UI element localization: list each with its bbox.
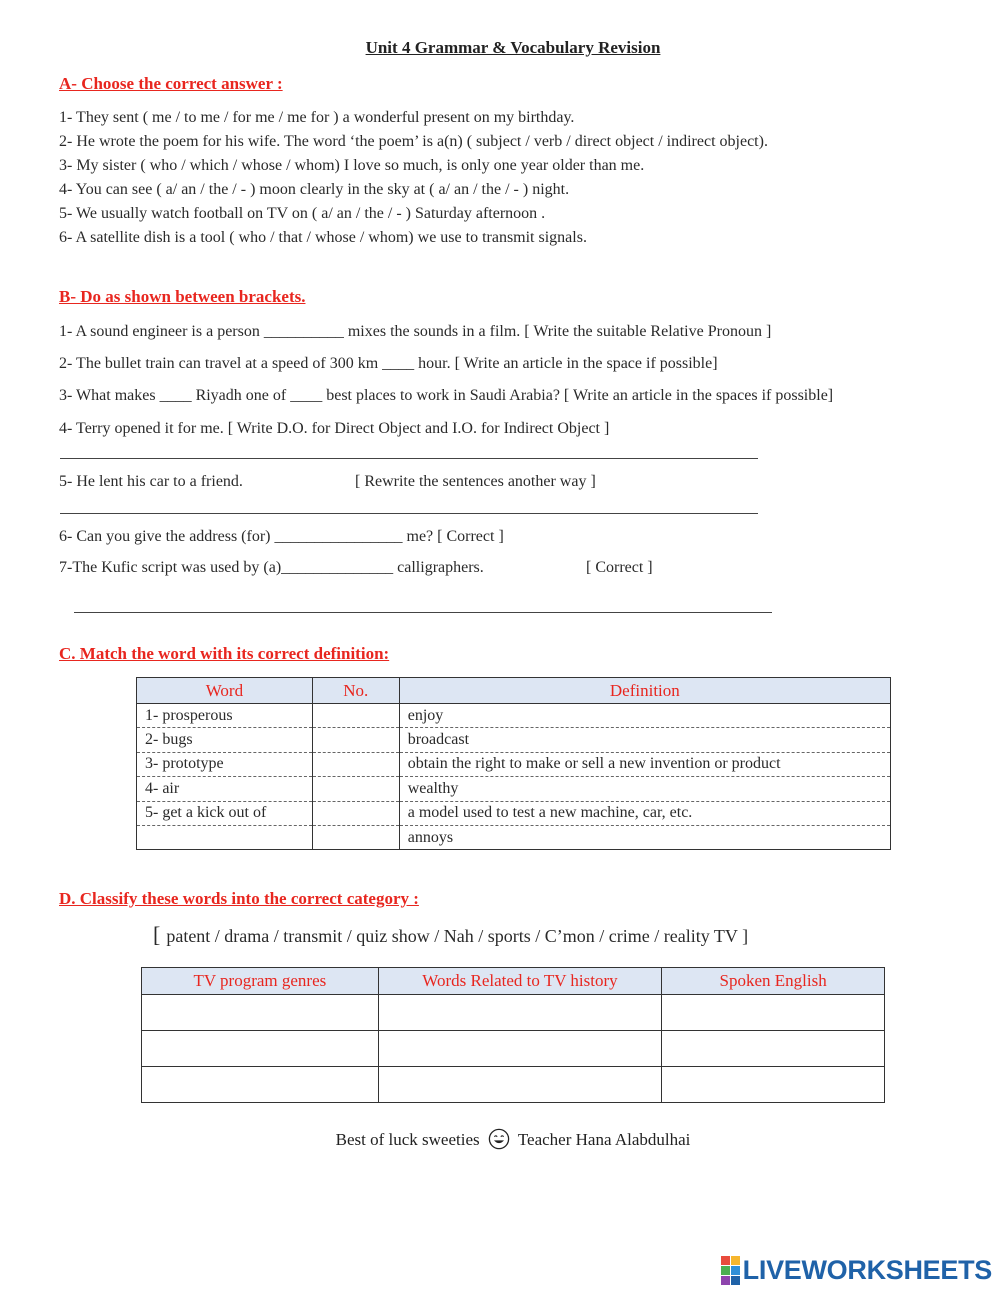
definition-cell: broadcast [399, 728, 890, 752]
table-row [137, 752, 891, 776]
section-b-item-3: 3- What makes ____ Riyadh one of ____ best places to work in Saudi Arabia? [ Write an article in the spaces if possible] [59, 387, 834, 404]
answer-line-4 [60, 458, 758, 459]
table-row [142, 1067, 885, 1103]
match-table-header [137, 678, 891, 704]
number-answer-cell[interactable] [312, 752, 399, 776]
number-answer-cell[interactable] [312, 801, 399, 825]
page-title: Unit 4 Grammar & Vocabulary Revision [365, 38, 661, 57]
match-table [136, 677, 891, 850]
answer-cell[interactable] [142, 1067, 379, 1103]
section-a-item-6: 6- A satellite dish is a tool ( who / that / whose / whom) we use to transmit signals. [59, 229, 587, 246]
number-answer-cell[interactable] [312, 728, 399, 752]
logo-blocks-icon [721, 1256, 740, 1285]
section-a-item-5: 5- We usually watch football on TV on ( a/ an / the / - ) Saturday afternoon . [59, 205, 546, 222]
col-spoken-english: Spoken English [662, 968, 885, 995]
number-answer-cell[interactable] [312, 825, 399, 849]
section-a-item-2: 2- He wrote the poem for his wife. The word ‘the poem’ is a(n) ( subject / verb / direct object / indirect object). [59, 133, 768, 150]
col-no: No. [312, 678, 399, 704]
col-definition: Definition [399, 678, 890, 704]
table-row [142, 1031, 885, 1067]
section-b-item-7: 7-The Kufic script was used by (a)______________ calligraphers. [59, 559, 484, 576]
answer-cell[interactable] [142, 1031, 379, 1067]
table-row [137, 728, 891, 752]
number-answer-cell[interactable] [312, 777, 399, 801]
section-b-item-7-instruction: [ Correct ] [586, 559, 653, 576]
answer-cell[interactable] [662, 995, 885, 1031]
footer-text-after: Teacher Hana Alabdulhai [517, 1130, 691, 1149]
section-b-heading: B- Do as shown between brackets. [59, 287, 306, 306]
number-answer-cell[interactable] [312, 704, 399, 728]
answer-line-5 [60, 513, 758, 514]
footer-text-before: Best of luck sweeties [335, 1130, 480, 1149]
word-cell: 1- prosperous [137, 704, 313, 728]
answer-line-7 [74, 612, 772, 613]
definition-cell: obtain the right to make or sell a new invention or product [399, 752, 890, 776]
section-a-item-1: 1- They sent ( me / to me / for me / me for ) a wonderful present on my birthday. [59, 109, 575, 126]
section-b-item-2: 2- The bullet train can travel at a speed of 300 km ____ hour. [ Write an article in the space if possible] [59, 355, 718, 372]
section-b-item-4: 4- Terry opened it for me. [ Write D.O. for Direct Object and I.O. for Indirect Object ] [59, 420, 610, 437]
table-row [137, 777, 891, 801]
section-a-item-4: 4- You can see ( a/ an / the / - ) moon clearly in the sky at ( a/ an / the / - ) night. [59, 181, 570, 198]
table-row [142, 995, 885, 1031]
answer-cell[interactable] [142, 995, 379, 1031]
answer-cell[interactable] [662, 1067, 885, 1103]
word-cell: 2- bugs [137, 728, 313, 752]
section-c-heading: C. Match the word with its correct definition: [59, 644, 390, 663]
word-bank [153, 922, 748, 948]
answer-cell[interactable] [378, 1031, 662, 1067]
col-tv-genres: TV program genres [142, 968, 379, 995]
word-cell [137, 825, 313, 849]
col-word: Word [137, 678, 313, 704]
word-cell: 5- get a kick out of [137, 801, 313, 825]
footer [0, 1128, 1000, 1150]
col-tv-history: Words Related to TV history [378, 968, 662, 995]
word-bank-bracket: [ [153, 922, 161, 947]
section-b-item-1: 1- A sound engineer is a person __________ mixes the sounds in a film. [ Write the suitable Relative Pronoun ] [59, 323, 772, 340]
logo-text: LIVEWORKSHEETS [742, 1254, 992, 1285]
word-cell: 4- air [137, 777, 313, 801]
section-a-item-3: 3- My sister ( who / which / whose / whom) I love so much, is only one year older than me. [59, 157, 645, 174]
section-b-item-5-instruction: [ Rewrite the sentences another way ] [355, 473, 596, 490]
classify-table [141, 967, 885, 1103]
smiley-icon [488, 1128, 510, 1150]
classify-table-header [142, 968, 885, 995]
table-row [137, 825, 891, 849]
section-b-item-6: 6- Can you give the address (for) ________________ me? [ Correct ] [59, 528, 504, 545]
section-a-heading: A- Choose the correct answer : [59, 74, 283, 93]
table-row [137, 704, 891, 728]
word-cell: 3- prototype [137, 752, 313, 776]
answer-cell[interactable] [378, 995, 662, 1031]
answer-cell[interactable] [378, 1067, 662, 1103]
liveworksheets-logo[interactable] [721, 1254, 992, 1286]
table-row [137, 801, 891, 825]
definition-cell: annoys [399, 825, 890, 849]
definition-cell: enjoy [399, 704, 890, 728]
section-d-heading: D. Classify these words into the correct category : [59, 889, 419, 908]
answer-cell[interactable] [662, 1031, 885, 1067]
definition-cell: wealthy [399, 777, 890, 801]
definition-cell: a model used to test a new machine, car, etc. [399, 801, 890, 825]
section-b-item-5: 5- He lent his car to a friend. [59, 473, 243, 490]
word-bank-words: patent / drama / transmit / quiz show / Nah / sports / C’mon / crime / reality TV ] [166, 926, 749, 946]
